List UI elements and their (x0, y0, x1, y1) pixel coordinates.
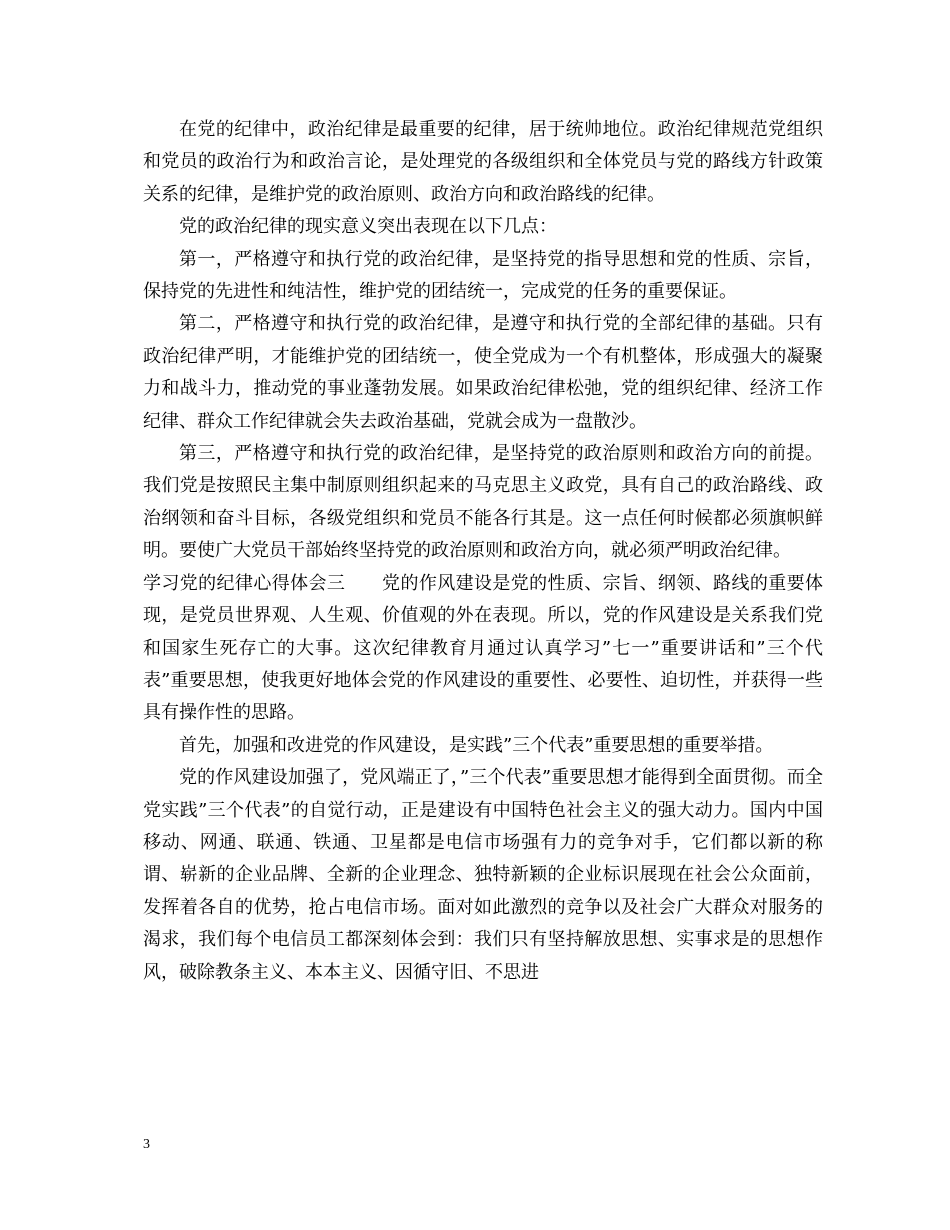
paragraph-4: 第二，严格遵守和执行党的政治纪律，是遵守和执行党的全部纪律的基础。只有政治纪律严明，才能维护党的团结统一，使全党成为一个有机整体，形成强大的凝聚力和战斗力，推动党的事业蓬勃发展。如果政治纪律松弛，党的组织纪律、经济工作纪律、群众工作纪律就会失去政治基础，党就会成为一盘散沙。 (143, 313, 823, 432)
paragraph-3: 第一，严格遵守和执行党的政治纪律，是坚持党的指导思想和党的性质、宗旨，保持党的先进性和纯洁性，维护党的团结统一，完成党的任务的重要保证。 (143, 248, 823, 303)
document-body (143, 114, 823, 989)
page-number: 3 (143, 1137, 150, 1152)
paragraph-8: 党的作风建设加强了，党风端正了，”三个代表”重要思想才能得到全面贯彻。而全党实践”三个代表”的自觉行动，正是建设有中国特色社会主义的强大动力。国内中国移动、网通、联通、铁通、卫星都是电信市场强有力的竞争对手，它们都以新的称谓、崭新的企业品牌、全新的企业理念、独特新颖的企业标识展现在社会公众面前，发挥着各自的优势，抢占电信市场。面对如此激烈的竞争以及社会广大群众对服务的渴求，我们每个电信员工都深刻体会到：我们只有坚持解放思想、实事求是的思想作风，破除教条主义、本本主义、因循守旧、不思进 (143, 767, 823, 983)
paragraph-1: 在党的纪律中，政治纪律是最重要的纪律，居于统帅地位。政治纪律规范党组织和党员的政治行为和政治言论，是处理党的各级组织和全体党员与党的路线方针政策关系的纪律，是维护党的政治原则、政治方向和政治路线的纪律。 (143, 119, 823, 205)
section-heading-paragraph: 学习党的纪律心得体会三 党的作风建设是党的性质、宗旨、纲领、路线的重要体现，是党员世界观、人生观、价值观的外在表现。所以，党的作风建设是关系我们党和国家生死存亡的大事。这次纪律教育月通过认真学习”七一”重要讲话和”三个代表”重要思想，使我更好地体会党的作风建设的重要性、必要性、迫切性，并获得一些具有操作性的思路。 (143, 572, 823, 724)
paragraph-7: 首先，加强和改进党的作风建设，是实践”三个代表”重要思想的重要举措。 (179, 734, 774, 756)
paragraph-2: 党的政治纪律的现实意义突出表现在以下几点： (179, 216, 557, 238)
paragraph-5: 第三，严格遵守和执行党的政治纪律，是坚持党的政治原则和政治方向的前提。我们党是按照民主集中制原则组织起来的马克思主义政党，具有自己的政治路线、政治纲领和奋斗目标，各级党组织和党员不能各行其是。这一点任何时候都必须旗帜鲜明。要使广大党员干部始终坚持党的政治原则和政治方向，就必须严明政治纪律。 (143, 443, 823, 562)
